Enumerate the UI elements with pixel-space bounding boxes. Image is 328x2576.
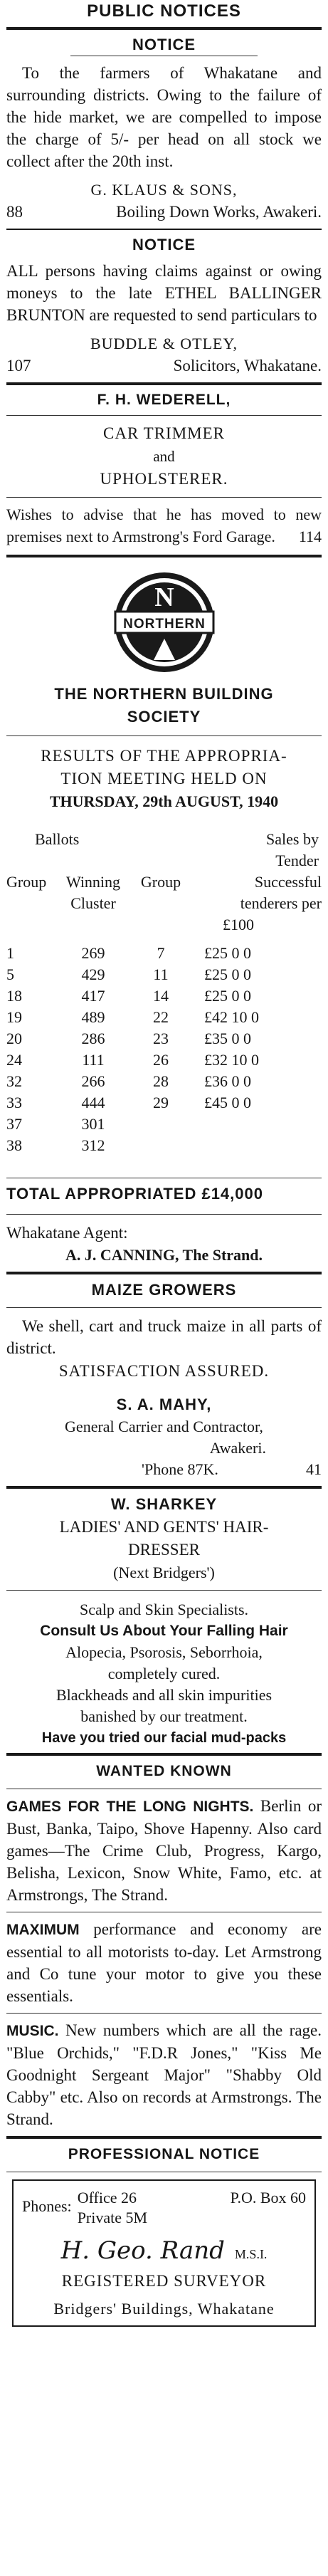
results-line-1: RESULTS OF THE APPROPRIA- xyxy=(41,747,287,765)
ad-paragraph-music xyxy=(6,2019,322,2130)
ad-line-5: Consult Us About Your Falling Hair xyxy=(40,1623,288,1639)
winning-cluster: 429 xyxy=(81,965,105,983)
ad-building-society xyxy=(6,557,322,1274)
notice-address-line xyxy=(6,201,322,223)
surveyor-card xyxy=(12,2179,316,2327)
phones-block xyxy=(78,2188,147,2228)
group-number: 20 xyxy=(6,1030,22,1047)
tender-group: 22 xyxy=(153,1008,169,1026)
notice-body: ALL persons having claims against or owing moneys to the late ETHEL BALLINGER BRUNTON are requested to send particulars to xyxy=(6,262,322,324)
col-sales-by: Sales by xyxy=(266,830,319,848)
page-title: PUBLIC NOTICES xyxy=(87,1,241,21)
paragraph-body: Berlin or Bust, Banka, Taipo, Shove Hapenny. Also card games—The Crime Club, Progress, Kargo, Belisha, Lexicon, Snow White, Famo, etc. at Armstrongs, The Strand. xyxy=(6,1797,322,1904)
tender-group: 29 xyxy=(153,1094,169,1111)
ad-professional-notice xyxy=(6,2139,322,2327)
winning-cluster: 489 xyxy=(81,1008,105,1026)
table-row xyxy=(6,1135,322,1156)
ad-line-6: Alopecia, Psorosis, Seborrhoia, xyxy=(65,1643,263,1661)
winning-cluster: 269 xyxy=(81,944,105,962)
notice-heading: NOTICE xyxy=(132,236,196,253)
group-number: 1 xyxy=(6,944,14,962)
col-tender: Tender xyxy=(275,852,319,869)
ad-line-1: LADIES' AND GENTS' HAIR- xyxy=(59,1518,269,1536)
notice-firm: BUDDLE & OTLEY, xyxy=(90,335,238,352)
winning-cluster: 301 xyxy=(81,1115,105,1133)
total-appropriated: TOTAL APPROPRIATED £14,000 xyxy=(6,1178,322,1215)
tender-group: 23 xyxy=(153,1030,169,1047)
ad-name: F. H. WEDERELL, xyxy=(6,389,322,416)
group-number: 32 xyxy=(6,1072,22,1090)
logo-wordmark: NORTHERN xyxy=(122,617,206,632)
ad-heading: MAIZE GROWERS xyxy=(6,1279,322,1308)
phone-office: Office 26 xyxy=(77,2189,137,2206)
ad-line-3: (Next Bridgers') xyxy=(6,1561,322,1591)
ad-role: General Carrier and Contractor, xyxy=(65,1418,263,1435)
ad-line-7: completely cured. xyxy=(107,1665,221,1682)
group-number: 19 xyxy=(6,1008,22,1026)
phone-private: Private 5M xyxy=(77,2209,148,2226)
agent-label: Whakatane Agent: xyxy=(6,1224,128,1242)
col-tenderers: tenderers per xyxy=(240,894,322,912)
ad-assured: SATISFACTION ASSURED. xyxy=(58,1362,270,1380)
contact-line xyxy=(22,2188,306,2228)
ad-trade-2: UPHOLSTERER. xyxy=(6,467,322,498)
paragraph-lead: MAXIMUM xyxy=(6,1922,80,1938)
ad-paragraph-maximum xyxy=(6,1918,322,2014)
tender-group: 14 xyxy=(153,987,169,1005)
col-per: £100 xyxy=(223,916,254,933)
notice-brunton xyxy=(6,230,322,385)
notice-address-line xyxy=(6,355,322,377)
table-row xyxy=(6,943,322,964)
notice-firm: G. KLAUS & SONS, xyxy=(90,181,238,199)
col-winning: Winning xyxy=(65,873,121,891)
ad-place: Awakeri. xyxy=(209,1439,266,1457)
ad-heading: PROFESSIONAL NOTICE xyxy=(6,2143,322,2172)
ad-name: S. A. MAHY, xyxy=(116,1396,212,1413)
logo-letter: N xyxy=(154,582,174,612)
ad-number: 41 xyxy=(306,1460,322,1478)
table-row xyxy=(6,1049,322,1071)
surveyor-name: H. Geo. Rand xyxy=(60,2236,225,2265)
notice-heading: NOTICE xyxy=(70,34,258,56)
winning-cluster: 417 xyxy=(81,987,105,1005)
results-date: THURSDAY, 29th AUGUST, 1940 xyxy=(49,792,279,810)
ad-line-9: banished by our treatment. xyxy=(80,1707,248,1725)
ballots-header-row-4 xyxy=(6,914,322,936)
tender-price: £36 0 0 xyxy=(204,1072,251,1090)
column-header xyxy=(6,0,322,30)
table-row xyxy=(6,964,322,985)
group-number: 24 xyxy=(6,1051,22,1069)
table-row xyxy=(6,985,322,1007)
paragraph-body: performance and economy are essential to all motorists to-day. Let Armstrong and Co tune your motor to give you these essentials. xyxy=(6,1920,322,2005)
table-row xyxy=(6,1092,322,1114)
ad-body: We shell, cart and truck maize in all parts of district. xyxy=(6,1317,322,1357)
notice-address: Solicitors, Whakatane. xyxy=(173,357,322,375)
ad-trade-and: and xyxy=(153,448,175,465)
winning-cluster: 286 xyxy=(81,1030,105,1047)
group-number: 18 xyxy=(6,987,22,1005)
tender-price: £42 10 0 xyxy=(204,1008,259,1026)
ad-line-10: Have you tried our facial mud-packs xyxy=(41,1730,287,1746)
ad-number: 114 xyxy=(298,528,322,545)
winning-cluster: 111 xyxy=(82,1051,105,1069)
notice-klaus xyxy=(6,30,322,230)
col-group-1: Group xyxy=(6,873,47,891)
surveyor-address: Bridgers' Buildings, Whakatane xyxy=(53,2300,275,2318)
northern-logo-icon xyxy=(111,569,218,676)
tender-price: £32 10 0 xyxy=(204,1051,259,1069)
tender-group: 28 xyxy=(153,1072,169,1090)
ad-phone-line xyxy=(6,1459,322,1480)
notice-body: To the farmers of Whakatane and surrounding districts. Owing to the failure of the hide market, we are compelled to impose the charge of 5/- per head on all stock we collect after the 20th inst. xyxy=(6,64,322,170)
tender-price: £25 0 0 xyxy=(204,987,251,1005)
tender-group: 11 xyxy=(153,965,169,983)
ad-trade-1: CAR TRIMMER xyxy=(103,424,225,442)
group-number: 38 xyxy=(6,1136,22,1154)
ballots-header-row-3 xyxy=(6,893,322,914)
agent-name: A. J. CANNING, The Strand. xyxy=(65,1246,263,1264)
col-group-2: Group xyxy=(140,873,181,891)
ad-phone: 'Phone 87K. xyxy=(142,1460,218,1478)
surveyor-title: REGISTERED SURVEYOR xyxy=(61,2272,267,2290)
col-successful: Successful xyxy=(254,873,322,891)
ad-wederell xyxy=(6,385,322,557)
notice-number: 107 xyxy=(6,357,31,375)
tender-price: £25 0 0 xyxy=(204,944,251,962)
ad-line-2: DRESSER xyxy=(128,1541,200,1559)
surveyor-suffix: M.S.I. xyxy=(234,2247,268,2261)
ad-body-text: Wishes to advise that he has moved to new premises next to Armstrong's Ford Garage. xyxy=(6,506,322,545)
paragraph-lead: MUSIC. xyxy=(6,2023,59,2039)
table-row xyxy=(6,1028,322,1049)
notice-address: Boiling Down Works, Awakeri. xyxy=(116,203,322,221)
tender-group: 26 xyxy=(153,1051,169,1069)
tender-group: 7 xyxy=(157,944,165,962)
notice-number: 88 xyxy=(6,203,23,221)
col-cluster: Cluster xyxy=(70,894,116,912)
tender-price: £25 0 0 xyxy=(204,965,251,983)
ad-maize-growers xyxy=(6,1274,322,1489)
group-number: 5 xyxy=(6,965,14,983)
table-row xyxy=(6,1007,322,1028)
col-ballots: Ballots xyxy=(35,830,80,848)
ballots-table xyxy=(6,871,322,1156)
po-box: P.O. Box 60 xyxy=(230,2189,306,2206)
table-row xyxy=(6,1071,322,1092)
ad-sharkey xyxy=(6,1489,322,1756)
winning-cluster: 312 xyxy=(81,1136,105,1154)
society-logo xyxy=(6,557,322,683)
paragraph-lead: GAMES FOR THE LONG NIGHTS. xyxy=(6,1799,254,1815)
phones-label: Phones: xyxy=(22,2197,72,2215)
winning-cluster: 266 xyxy=(81,1072,105,1090)
ad-line-8: Blackheads and all skin impurities xyxy=(55,1686,273,1704)
ad-wanted-known xyxy=(6,1756,322,2139)
ad-heading: WANTED KNOWN xyxy=(6,1760,322,1789)
tender-price: £35 0 0 xyxy=(204,1030,251,1047)
group-number: 33 xyxy=(6,1094,22,1111)
ballots-header-row-1 xyxy=(6,829,322,850)
tender-price: £45 0 0 xyxy=(204,1094,251,1111)
table-row xyxy=(6,1114,322,1135)
group-number: 37 xyxy=(6,1115,22,1133)
ad-paragraph-games xyxy=(6,1795,322,1912)
public-notices-column xyxy=(6,0,322,2327)
ad-name: W. SHARKEY xyxy=(110,1495,218,1513)
society-title-2: SOCIETY xyxy=(6,706,322,736)
surveyor-name-line xyxy=(22,2236,306,2270)
ad-line-4: Scalp and Skin Specialists. xyxy=(79,1601,249,1618)
paragraph-body: New numbers which are all the rage. "Blue Orchids," "F.D.R Jones," "Kiss Me Goodnight Sergeant Major" "Shabby Old Cabby" etc. Also on records at Armstrongs. The Strand. xyxy=(6,2021,322,2128)
winning-cluster: 444 xyxy=(81,1094,105,1111)
results-line-2: TION MEETING HELD ON xyxy=(60,770,268,787)
society-title-1: THE NORTHERN BUILDING xyxy=(54,685,274,703)
ad-body xyxy=(6,503,322,548)
ballots-header-row-2 xyxy=(6,871,322,893)
